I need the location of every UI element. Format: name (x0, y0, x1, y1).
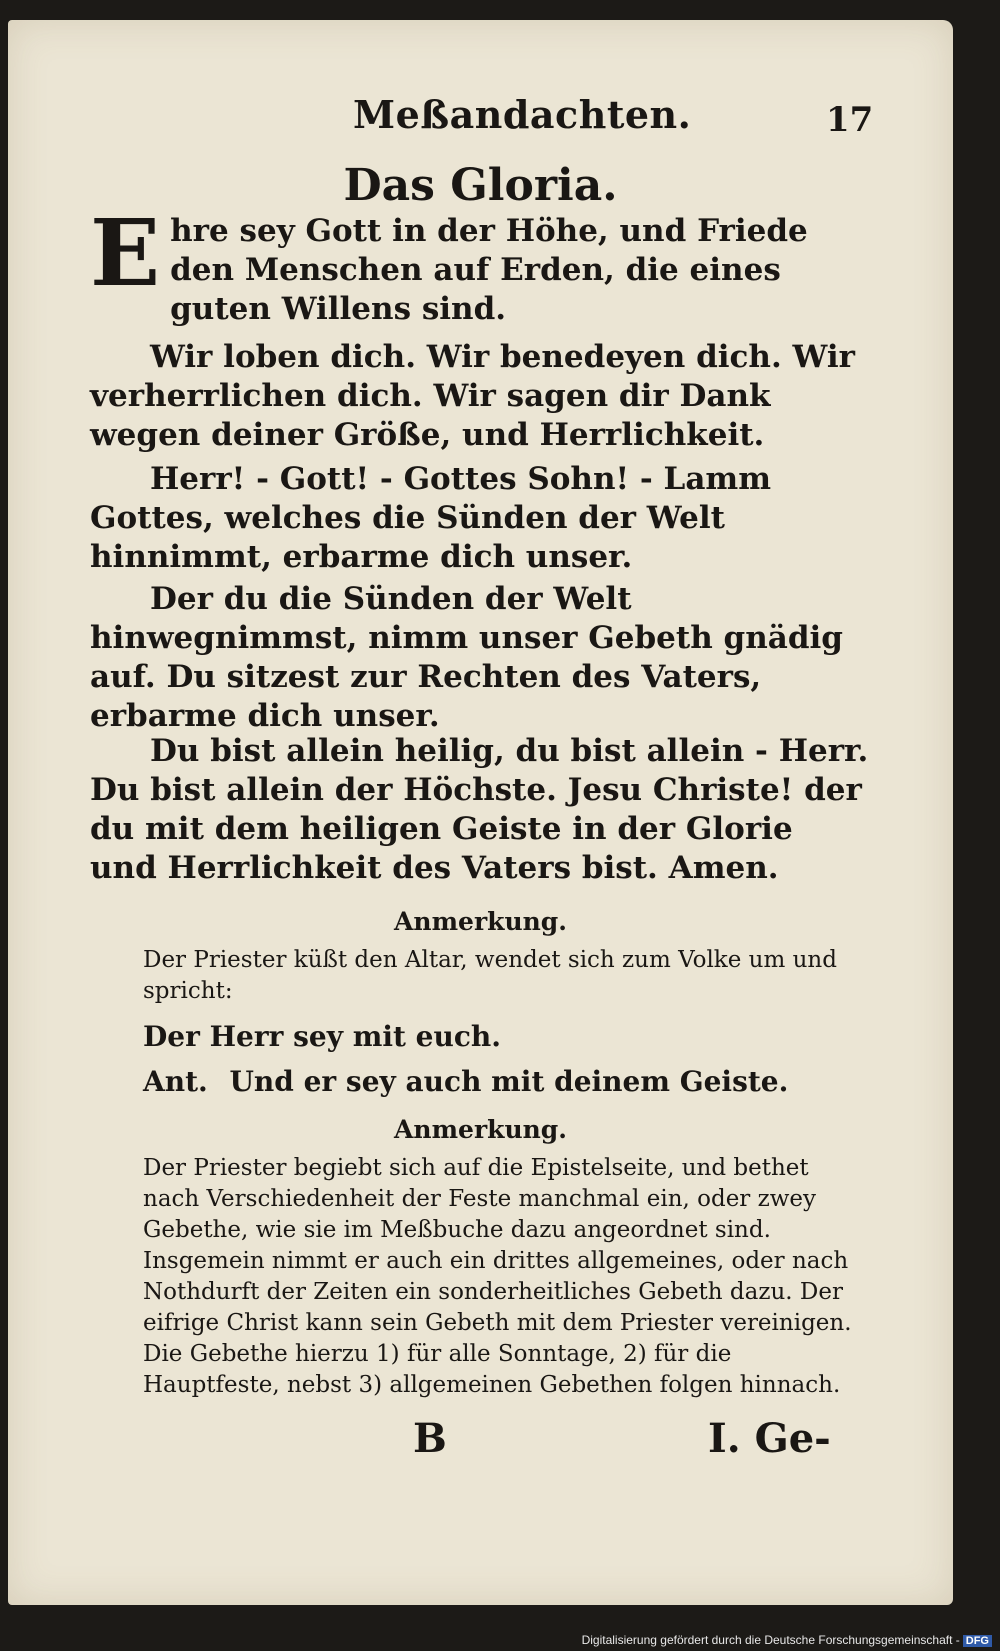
response-prefix: Ant. (143, 1065, 208, 1098)
note-1-heading: Anmerkung. (394, 907, 567, 936)
paragraph-2: Wir loben dich. Wir benedeyen dich. Wir verherrlichen dich. Wir sagen dir Dank wegen deiner Größe, und Herrlichkeit. (90, 339, 855, 453)
paragraph-4: Der du die Sünden der Welt hinwegnimmst, nimm unser Gebeth gnädig auf. Du sitzest zur Rechten des Vaters, erbarme dich unser. (90, 581, 843, 734)
paragraph-1 (90, 199, 870, 329)
dfg-logo: DFG (963, 1635, 992, 1647)
book-page (8, 20, 953, 1605)
digitization-credit (582, 1633, 992, 1647)
credit-text: Digitalisierung gefördert durch die Deutsche Forschungsgemeinschaft - (581, 1633, 960, 1647)
paragraph-1-text: hre sey Gott in der Höhe, und Friede den Menschen auf Erden, die eines guten Willens sind. (170, 213, 808, 327)
note-2-text: Der Priester begiebt sich auf die Epistelseite, und bethet nach Verschiedenheit der Feste manchmal ein, oder zwey Gebethe, wie sie im Meßbuche dazu angeordnet sind. Insgemein nimmt er auch ein drittes allgemeines, oder nach Nothdurft der Zeiten ein sonderheitliches Gebeth dazu. Der eifrige Christ kann sein Gebeth mit dem Priester vereinigen. Die Gebethe hierzu 1) für alle Sonntage, 2) für die Hauptfeste, nebst 3) allgemeinen Gebethen folgen hinnach. (143, 1155, 852, 1398)
note-2-heading: Anmerkung. (394, 1115, 567, 1144)
response-text: Und er sey auch mit deinem Geiste. (229, 1065, 789, 1098)
dialog-versicle: Der Herr sey mit euch. (143, 1020, 501, 1053)
running-title: Meßandachten. (353, 92, 692, 137)
section-title: Das Gloria. (343, 160, 618, 211)
paragraph-5: Du bist allein heilig, du bist allein - Herr. Du bist allein der Höchste. Jesu Christe! der du mit dem heiligen Geiste in der Glorie und Herrlichkeit des Vaters bist. Amen. (90, 733, 869, 886)
note-1-text: Der Priester küßt den Altar, wendet sich zum Volke um und spricht: (143, 947, 837, 1004)
signature-mark: B (413, 1415, 447, 1462)
catchword: I. Ge- (708, 1415, 831, 1462)
drop-cap: E (90, 199, 161, 307)
page-number: 17 (826, 100, 874, 140)
dialog-response (143, 1065, 788, 1098)
paragraph-3: Herr! - Gott! - Gottes Sohn! - Lamm Gottes, welches die Sünden der Welt hinnimmt, erbarme dich unser. (90, 461, 772, 575)
